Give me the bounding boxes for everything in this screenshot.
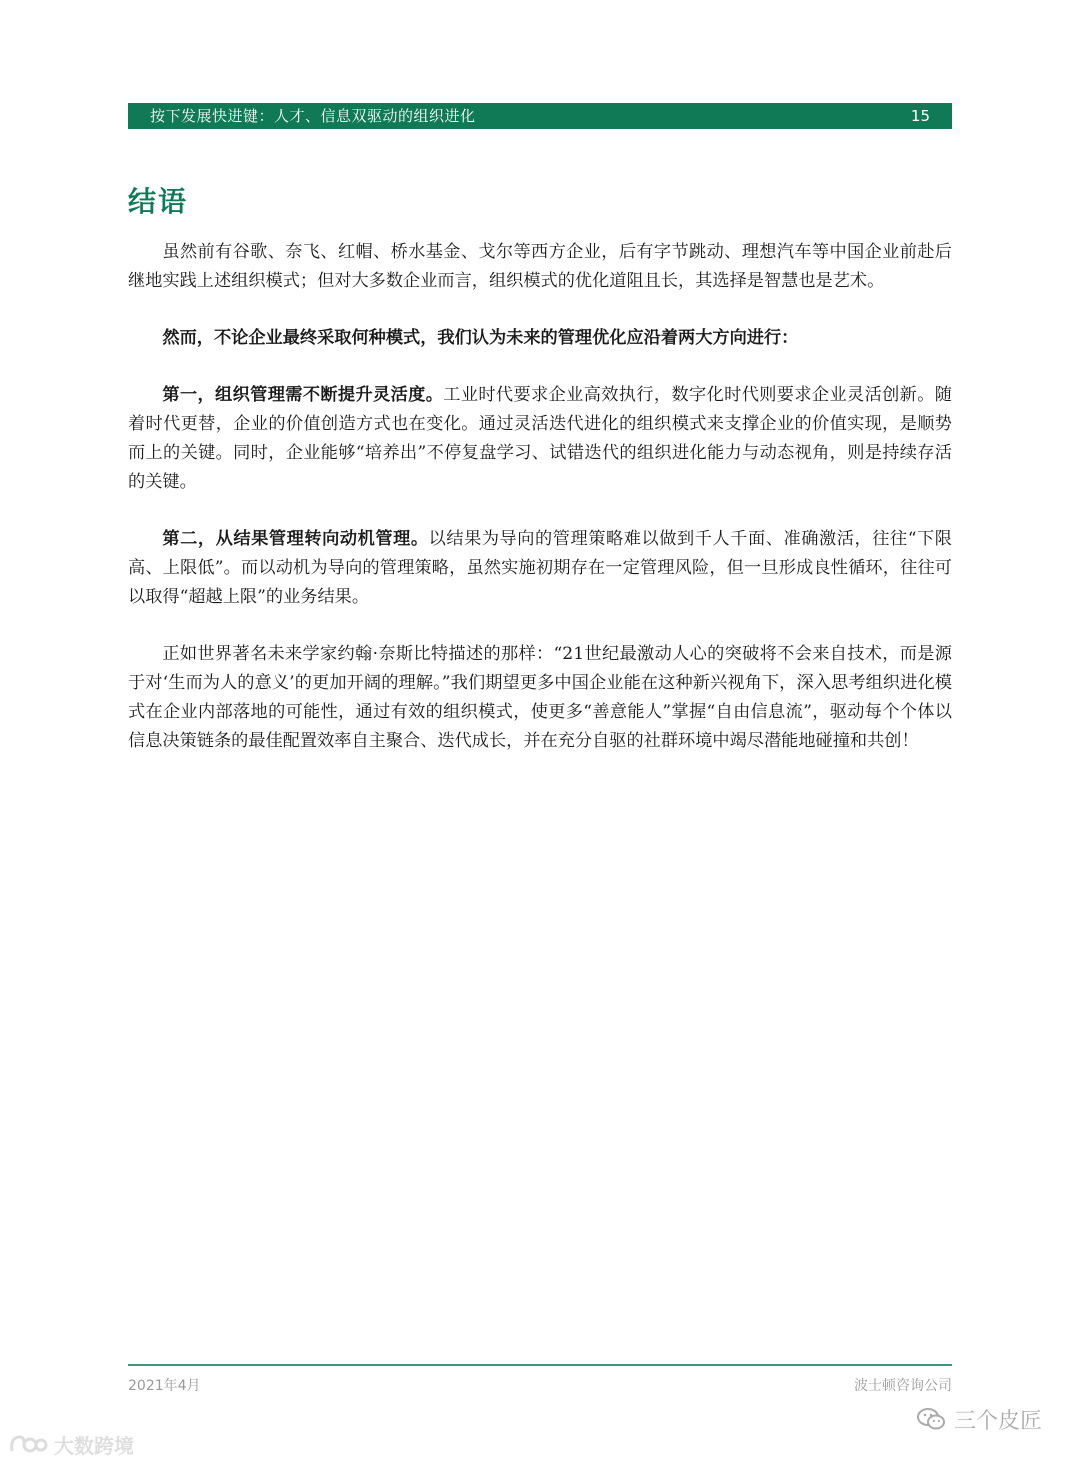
- watermark-logo-icon: [8, 1431, 48, 1457]
- paragraph: [128, 640, 952, 756]
- paragraph-text: 以结果为导向的管理策略难以做到千人千面、准确激活，往往“下限高、上限低”。而以动机为导向的管理策略，虽然实施初期存在一定管理风险，但一旦形成良性循环，往往可以取得“超越上限”的业务结果。: [128, 529, 952, 607]
- watermark-right: [916, 1404, 1042, 1434]
- watermark-left-text: 大数跨境: [54, 1433, 134, 1458]
- paragraph-lead: 第一，组织管理需不断提升灵活度。: [162, 385, 444, 405]
- paragraph: [128, 381, 952, 497]
- paragraph-text: 正如世界著名未来学家约翰·奈斯比特描述的那样：“21世纪最激动人心的突破将不会来自技术，而是源于对‘生而为人的意义’的更加开阔的理解。”我们期望更多中国企业能在这种新兴视角下，深入思考组织进化模式在企业内部落地的可能性，通过有效的组织模式，使更多“善意能人”掌握“自由信息流”，驱动每个个体以信息决策链条的最佳配置效率自主聚合、迭代成长，并在充分自驱的社群环境中竭尽潜能地碰撞和共创！: [128, 644, 952, 751]
- paragraph-text: 虽然前有谷歌、奈飞、红帽、桥水基金、戈尔等西方企业，后有字节跳动、理想汽车等中国企业前赴后继地实践上述组织模式；但对大多数企业而言，组织模式的优化道阻且长，其选择是智慧也是艺术。: [128, 242, 952, 291]
- header-bar: [128, 103, 952, 129]
- footer-divider: [128, 1364, 952, 1366]
- paragraph: [128, 324, 952, 353]
- watermark-left: [8, 1430, 134, 1458]
- watermark-right-text: 三个皮匠: [953, 1408, 1042, 1434]
- paragraph-lead: 然而，不论企业最终采取何种模式，我们认为未来的管理优化应沿着两大方向进行：: [162, 328, 799, 348]
- body-text: [128, 238, 952, 784]
- paragraph: [128, 525, 952, 612]
- header-title: 按下发展快进键：人才、信息双驱动的组织进化: [150, 107, 476, 125]
- footer-date: 2021年4月: [128, 1378, 201, 1394]
- section-title: 结语: [128, 185, 189, 218]
- page-number: 15: [910, 107, 930, 125]
- wechat-icon: [916, 1406, 946, 1432]
- paragraph-lead: 第二，从结果管理转向动机管理。: [162, 529, 429, 549]
- paragraph-text: 工业时代要求企业高效执行，数字化时代则要求企业灵活创新。随着时代更替，企业的价值创造方式也在变化。通过灵活迭代进化的组织模式来支撑企业的价值实现，是顺势而上的关键。同时，企业能够“培养出”不停复盘学习、试错迭代的组织进化能力与动态视角，则是持续存活的关键。: [128, 385, 952, 492]
- footer-organization: 波士顿咨询公司: [854, 1378, 952, 1394]
- paragraph: [128, 238, 952, 296]
